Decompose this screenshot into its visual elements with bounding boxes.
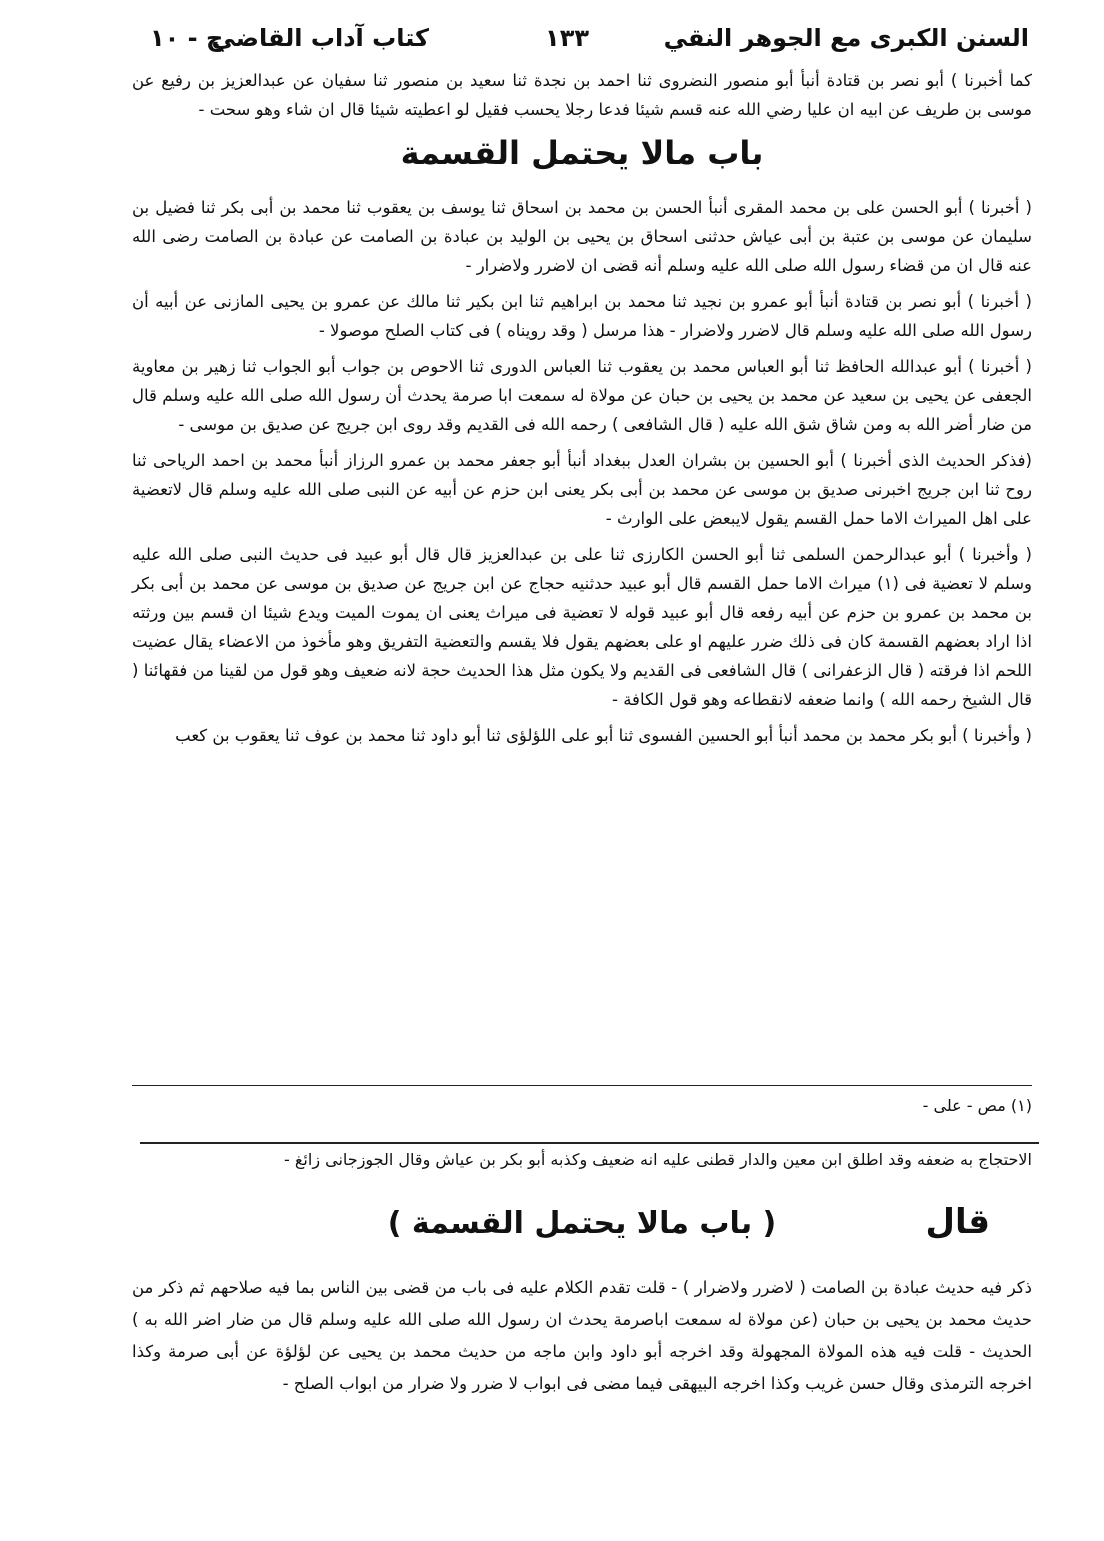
hadith-paragraph: ( وأخبرنا ) أبو عبدالرحمن السلمى ثنا أبو الحسن الكارزى ثنا على بن عبدالعزيز قال قال أبو عبيد فى حديث النبى صلى الله عليه وسلم لا تعضية فى (١) ميراث الاما حمل القسم قال أبو عبيد حدثنيه حجاج عن ابن جريج عن صديق بن موسى عن محمد بن أبى بكر بن محمد بن عمرو بن حزم عن أبيه رفعه قال أبو عبيد قوله لا تعضية فى ميراث يعنى ان يموت الميت ويدع شيئا ان قسم بين ورثته اذا اراد بعضهم القسمة كان فى ذلك ضرر عليهم او على بعضهم يقول فلا يقسم والتعضية التفريق وهو مأخوذ من الاعضاء يقال عضيت اللحم اذا فرقته ( قال الزعفرانى ) قال الشافعى فى القديم ولا يكون مثل هذا الحديث حجة لانه ضعيف وهو قول من لقينا من فقهائنا ( قال الشيخ رحمه الله ) وانما ضعفه لانقطاعه وهو قول الكافة - xyxy=(132,545,1033,709)
header-volume: ج - ١٠ xyxy=(150,24,224,52)
commentary-heading xyxy=(132,1198,1032,1258)
commentary-continuation: الاحتجاج به ضعفه وقد اطلق ابن معين والدار قطنى عليه انه ضعيف وكذبه أبو بكر بن عياش وقال الجوزجانى زائغ - xyxy=(284,1150,1032,1169)
hadith-paragraph: ( أخبرنا ) أبو نصر بن قتادة أنبأ أبو عمرو بن نجيد ثنا محمد بن ابراهيم ثنا ابن بكير ثنا مالك عن عمرو بن يحيى المازنى عن أبيه أن رسول الله صلى الله عليه وسلم قال لاضرر ولاضرار - هذا مرسل ( وقد رويناه ) فى كتاب الصلح موصولا - xyxy=(132,292,1032,340)
header-book-title: السنن الكبرى مع الجوهر النقي xyxy=(663,24,1029,52)
commentary-body: ذكر فيه حديث عبادة بن الصامت ( لاضرر ولاضرار ) - قلت تقدم الكلام عليه فى باب من قضى بين الناس بما فيه صلاحهم ثم ذكر من حديث محمد بن يحيى بن حبان (عن مولاة له سمعت اباصرمة يحدث ان رسول الله صلى الله عليه وسلم قال من ضار اضر الله به ) الحديث - قلت فيه هذه المولاة المجهولة وقد اخرجه أبو داود وابن ماجه من حديث محمد بن يحيى عن لؤلؤة عن أبى صرمة وكذا اخرجه الترمذى وقال حسن غريب وكذا اخرجه البيهقى فيما مضى فى ابواب لا ضرر ولا ضرار من ابواب الصلح - xyxy=(132,1278,1032,1393)
page-header xyxy=(150,18,1029,62)
footnote: (١) مص - على - xyxy=(922,1096,1032,1115)
intro-paragraph: كما أخبرنا ) أبو نصر بن قتادة أنبأ أبو منصور النضروى ثنا احمد بن نجدة ثنا سعيد بن منصور ثنا سفيان عن عبدالعزيز بن رفيع عن موسى بن طريف عن ابيه ان عليا رضي الله عنه قسم شيئا فدعا رجلا يحسب فقيل لو اعطيته شيئا قال ان شاء وهو سحت - xyxy=(132,71,1032,119)
header-section-title: كتاب آداب القاضي xyxy=(211,24,429,52)
commentary-qal: قال xyxy=(925,1202,990,1242)
header-page-number: ١٣٣ xyxy=(545,24,589,52)
main-text xyxy=(132,66,1032,1071)
chapter-title: باب مالا يحتمل القسمة xyxy=(400,134,764,172)
footnote-divider xyxy=(132,1085,1032,1086)
hadith-paragraph: ( أخبرنا ) أبو الحسن على بن محمد المقرى أنبأ الحسن بن محمد بن اسحاق ثنا يوسف بن يعقوب ثنا محمد بن أبى بكر ثنا فضيل بن سليمان عن موسى بن عتبة بن أبى عياش حدثنى اسحاق بن يحيى بن الوليد بن عبادة بن الصامت عن عبادة بن الصامت رضى الله عنه قال ان من قضاء رسول الله صلى الله عليه وسلم أنه قضى ان لاضرر ولاضرار - xyxy=(132,198,1032,275)
hadith-paragraph: (فذكر الحديث الذى أخبرنا ) أبو الحسين بن بشران العدل ببغداد أنبأ أبو جعفر محمد بن عمرو الرزاز أنبأ محمد بن احمد الرياحى ثنا روح ثنا ابن جريج اخبرنى صديق بن موسى عن محمد بن أبى بكر يعنى ابن حزم عن أبيه عن النبى صلى الله عليه وسلم قال لاتعضية على اهل الميراث الاما حمل القسم يقول لايبعض على الوارث - xyxy=(132,451,1032,528)
hadith-paragraph: ( أخبرنا ) أبو عبدالله الحافظ ثنا أبو العباس محمد بن يعقوب ثنا العباس الدورى ثنا الاحوص بن جواب أبو الجواب ثنا زهير بن معاوية الجعفى عن يحيى بن سعيد عن محمد بن يحيى بن حبان عن مولاة له سمعت ابا صرمة يحدث أن رسول الله صلى الله عليه وسلم قال من ضار أضر الله به ومن شاق شق الله عليه ( قال الشافعى ) رحمه الله فى القديم وقد روى ابن جريج عن صديق بن موسى - xyxy=(132,357,1032,434)
hadith-paragraph: ( وأخبرنا ) أبو بكر محمد بن محمد أنبأ أبو الحسين الفسوى ثنا أبو على اللؤلؤى ثنا أبو داود ثنا محمد بن عوف ثنا يعقوب بن كعب xyxy=(175,726,1032,745)
commentary-chapter-title: ( باب مالا يحتمل القسمة ) xyxy=(387,1206,777,1241)
commentary-divider xyxy=(140,1142,1039,1144)
